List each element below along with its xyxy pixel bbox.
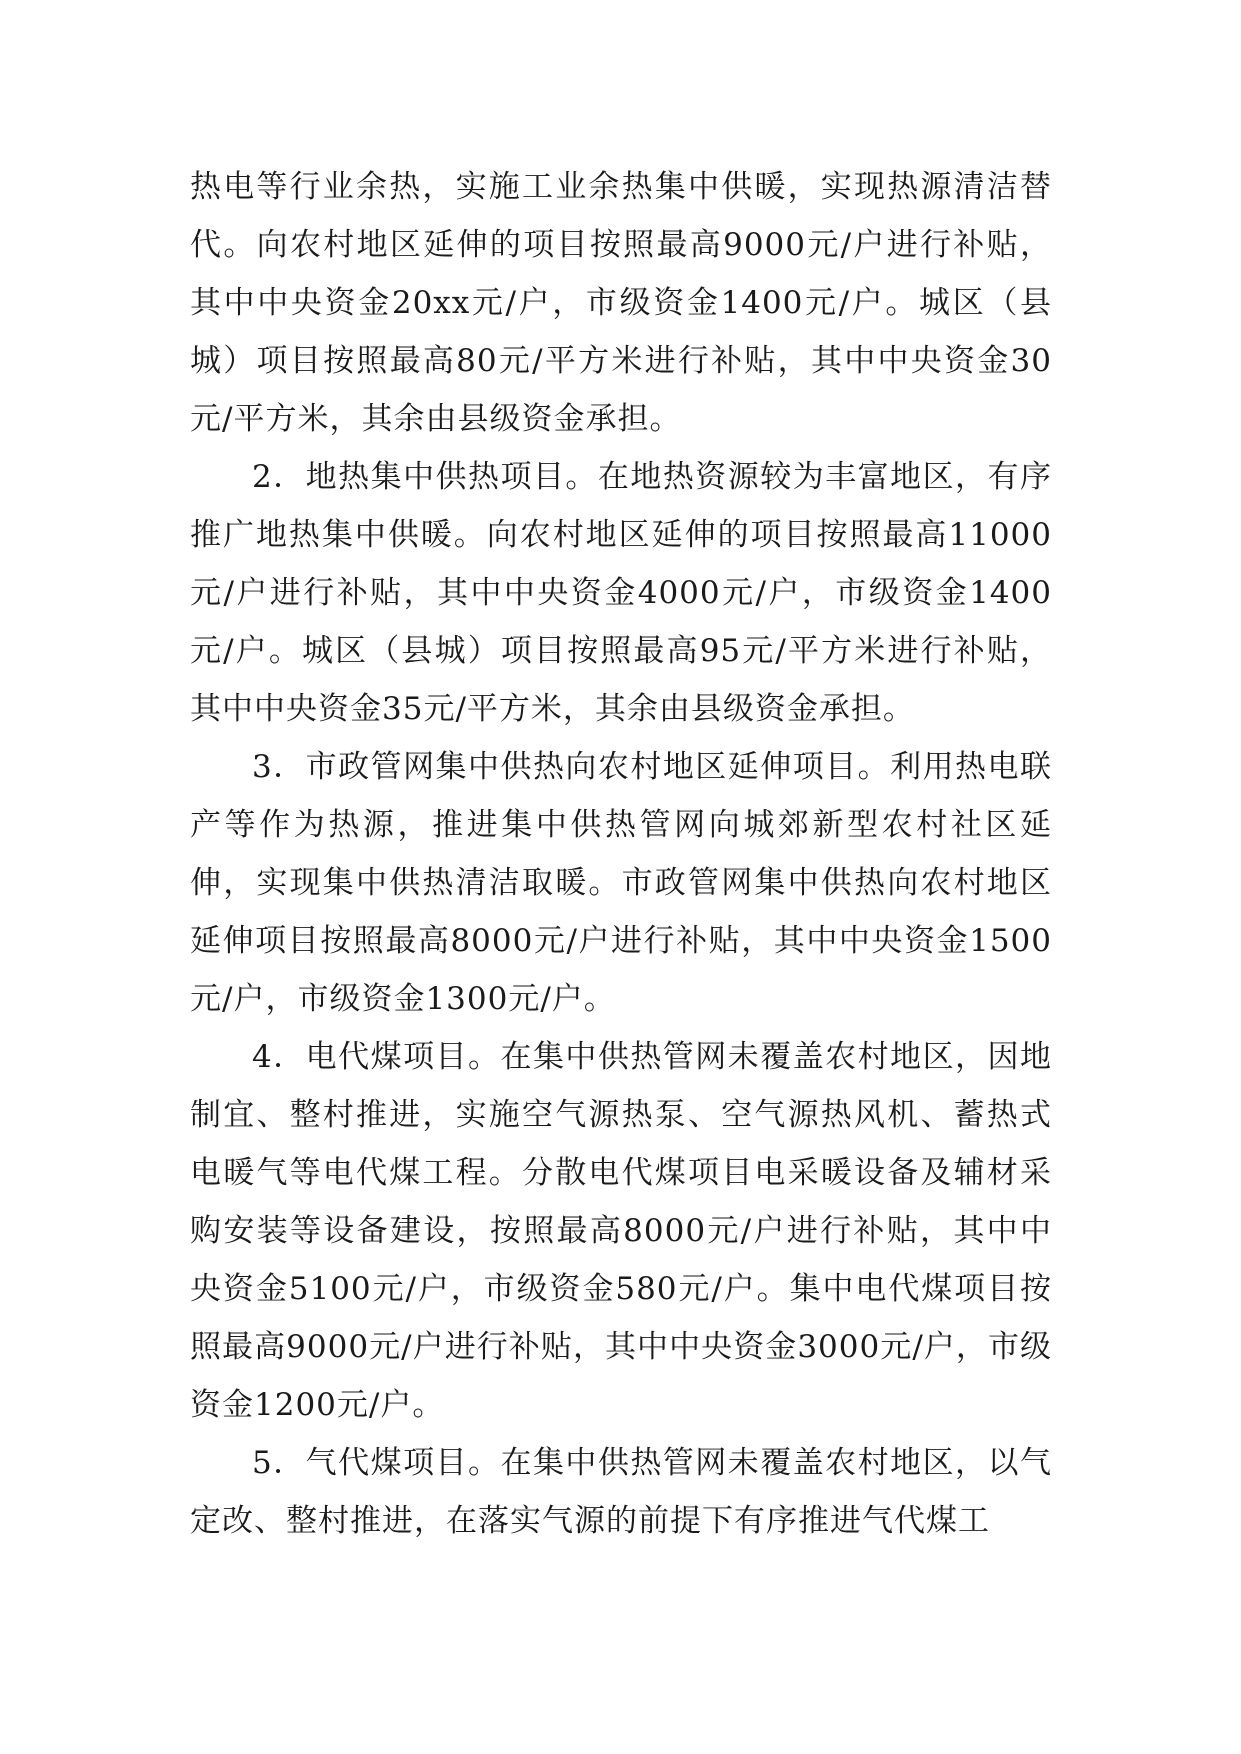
paragraph-industrial-waste-heat: 热电等行业余热，实施工业余热集中供暖，实现热源清洁替代。向农村地区延伸的项目按照最高9000元/户进行补贴，其中中央资金20xx元/户，市级资金1400元/户。城区（县城）项目按照最高80元/平方米进行补贴，其中中央资金30元/平方米，其余由县级资金承担。 xyxy=(190,169,1052,437)
paragraph-electricity-for-coal: 4．电代煤项目。在集中供热管网未覆盖农村地区，因地制宜、整村推进，实施空气源热泵、空气源热风机、蓄热式电暖气等电代煤工程。分散电代煤项目电采暖设备及辅材采购安装等设备建设，按照最高8000元/户进行补贴，其中中央资金5100元/户，市级资金580元/户。集中电代煤项目按照最高9000元/户进行补贴，其中中央资金3000元/户，市级资金1200元/户。 xyxy=(190,1039,1052,1423)
paragraph-gas-for-coal: 5．气代煤项目。在集中供热管网未覆盖农村地区，以气定改、整村推进，在落实气源的前提下有序推进气代煤工 xyxy=(190,1445,1052,1539)
paragraph-geothermal-heating: 2．地热集中供热项目。在地热资源较为丰富地区，有序推广地热集中供暖。向农村地区延伸的项目按照最高11000元/户进行补贴，其中中央资金4000元/户，市级资金1400元/户。城区（县城）项目按照最高95元/平方米进行补贴，其中中央资金35元/平方米，其余由县级资金承担。 xyxy=(190,459,1052,727)
document-body xyxy=(190,158,1052,1550)
paragraph-municipal-pipe-network: 3．市政管网集中供热向农村地区延伸项目。利用热电联产等作为热源，推进集中供热管网向城郊新型农村社区延伸，实现集中供热清洁取暖。市政管网集中供热向农村地区延伸项目按照最高8000元/户进行补贴，其中中央资金1500元/户，市级资金1300元/户。 xyxy=(190,749,1052,1017)
